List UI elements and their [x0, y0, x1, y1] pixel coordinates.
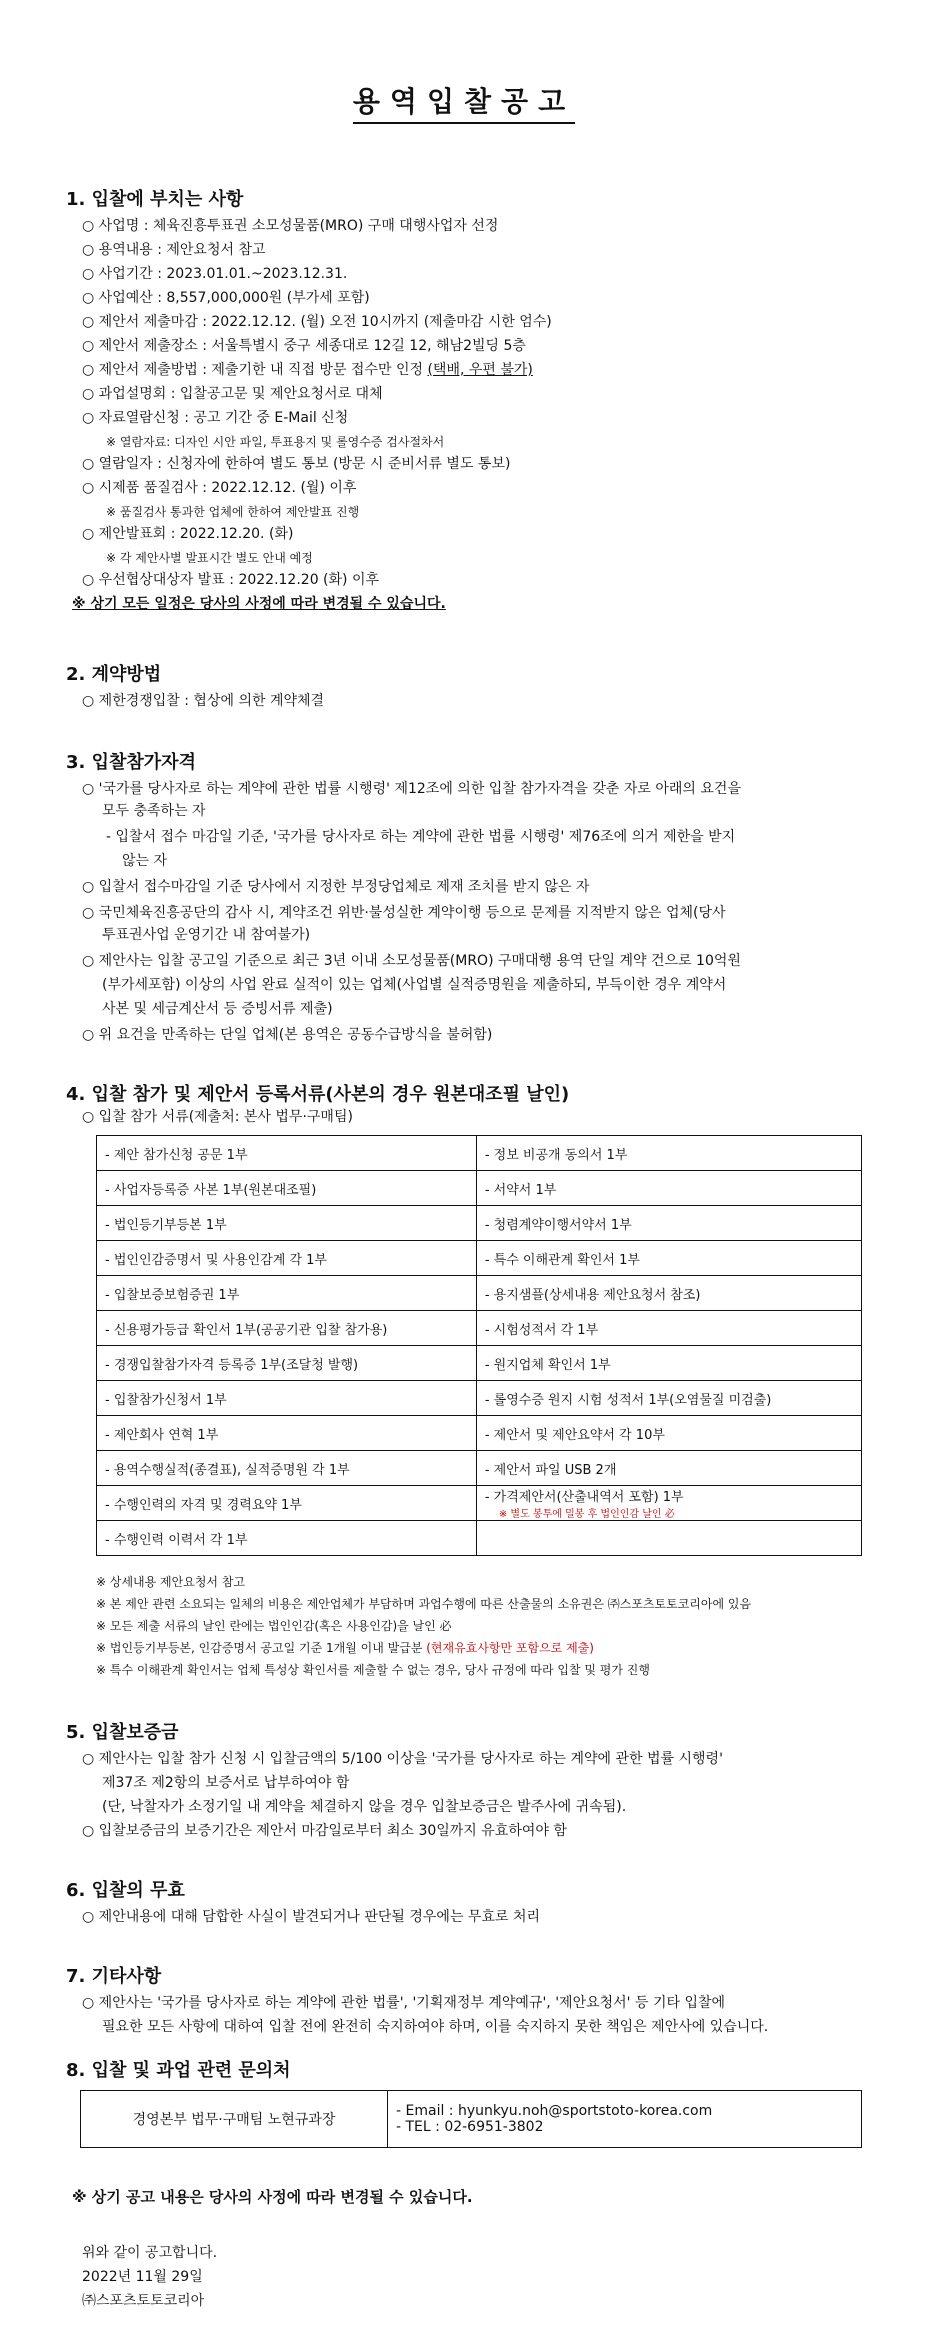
doc-cell: - 서약서 1부 [476, 1171, 861, 1206]
s3-line: 투표권사업 운영기간 내 참여불가) [102, 927, 311, 943]
s3-line: 않는 자 [122, 853, 168, 869]
table-row [97, 1381, 862, 1416]
doc-cell [476, 1521, 861, 1556]
s1-item: ○ 시제품 품질검사 : 2022.12.12. (월) 이후 [82, 480, 357, 496]
contact-tel: - TEL : 02-6951-3802 [396, 2119, 544, 2135]
doc-cell: - 특수 이해관계 확인서 1부 [476, 1241, 861, 1276]
footer-date: 2022년 11월 29일 [82, 2269, 203, 2285]
footer-line: 위와 같이 공고합니다. [82, 2245, 218, 2261]
s3-line: ○ 위 요건을 만족하는 단일 업체(본 용역은 공동수급방식을 불허함) [82, 1027, 493, 1043]
s1-note: ※ 품질검사 통과한 업체에 한하여 제안발표 진행 [106, 505, 360, 519]
s1-item: ○ 사업명 : 체육진흥투표권 소모성물품(MRO) 구매 대행사업자 선정 [82, 218, 499, 234]
doc-cell: - 입찰보증보험증권 1부 [97, 1276, 477, 1311]
s4-note: ※ 모든 제출 서류의 날인 란에는 법인인감(혹은 사용인감)을 날인 必 [96, 1619, 452, 1633]
doc-cell: - 사업자등록증 사본 1부(원본대조필) [97, 1171, 477, 1206]
s3-line: (부가세포함) 이상의 사업 완료 실적이 있는 업체(사업별 실적증명원을 제출하되, 부득이한 경우 계약서 [102, 977, 727, 993]
section-5-heading: 5. 입찰보증금 [66, 1722, 179, 1743]
doc-cell: - 경쟁입찰참가자격 등록증 1부(조달청 발행) [97, 1346, 477, 1381]
table-row [97, 1311, 862, 1346]
doc-cell: - 가격제안서(산출내역서 포함) 1부 ※ 별도 봉투에 밀봉 후 법인인감 날인 必 [476, 1486, 861, 1521]
s1-item: ○ 자료열람신청 : 공고 기간 중 E-Mail 신청 [82, 410, 349, 426]
page-title: 용역입찰공고 [0, 80, 928, 120]
s4-note: ※ 법인등기부등본, 인감증명서 공고일 기준 1개월 이내 발급분 (현재유효사항만 포함으로 제출) [96, 1641, 594, 1655]
table-row [97, 1416, 862, 1451]
doc-cell: - 제안 참가신청 공문 1부 [97, 1136, 477, 1171]
s3-line: - 입찰서 접수 마감일 기준, '국가를 당사자로 하는 계약에 관한 법률 시행령' 제76조에 의거 제한을 받지 [106, 829, 736, 845]
s5-line: ○ 제안사는 입찰 참가 신청 시 입찰금액의 5/100 이상을 '국가를 당사자로 하는 계약에 관한 법률 시행령' [82, 1751, 723, 1767]
s3-line: 사본 및 세금계산서 등 증빙서류 제출) [102, 1001, 333, 1017]
s1-item: ○ 사업기간 : 2023.01.01.~2023.12.31. [82, 266, 348, 282]
table-row [97, 1346, 862, 1381]
s4-intro: ○ 입찰 참가 서류(제출처: 본사 법무·구매팀) [82, 1109, 353, 1125]
s5-line: (단, 낙찰자가 소정기일 내 계약을 체결하지 않을 경우 입찰보증금은 발주사에 귀속됨). [102, 1799, 627, 1815]
doc-cell: - 제안서 및 제안요약서 각 10부 [476, 1416, 861, 1451]
s3-line: ○ 입찰서 접수마감일 기준 당사에서 지정한 부정당업체로 제재 조치를 받지 않은 자 [82, 879, 590, 895]
doc-cell: - 시험성적서 각 1부 [476, 1311, 861, 1346]
section-7-heading: 7. 기타사항 [66, 1966, 162, 1987]
s7-line: ○ 제안사는 '국가를 당사자로 하는 계약에 관한 법률', '기획재정부 계약예규', '제안요청서' 등 기타 입찰에 [82, 1995, 726, 2011]
table-row [81, 2091, 862, 2148]
doc-cell: - 용역수행실적(종결표), 실적증명원 각 1부 [97, 1451, 477, 1486]
doc-cell: - 청렴계약이행서약서 1부 [476, 1206, 861, 1241]
doc-cell: - 법인인감증명서 및 사용인감계 각 1부 [97, 1241, 477, 1276]
doc-cell: - 제안서 파일 USB 2개 [476, 1451, 861, 1486]
s3-line: 모두 충족하는 자 [102, 803, 206, 819]
table-row [97, 1276, 862, 1311]
closing-note: ※ 상기 공고 내용은 당사의 사정에 따라 변경될 수 있습니다. [72, 2188, 473, 2206]
documents-table [96, 1135, 862, 1556]
s1-item: ○ 과업설명회 : 입찰공고문 및 제안요청서로 대체 [82, 386, 383, 402]
doc-cell: - 입찰참가신청서 1부 [97, 1381, 477, 1416]
s1-note: ※ 각 제안사별 발표시간 별도 안내 예정 [106, 551, 313, 565]
price-envelope-note: ※ 별도 봉투에 밀봉 후 법인인감 날인 必 [498, 1509, 675, 1520]
s1-final-note: ※ 상기 모든 일정은 당사의 사정에 따라 변경될 수 있습니다. [72, 596, 446, 612]
doc-cell: - 용지샘플(상세내용 제안요청서 참조) [476, 1276, 861, 1311]
table-row [97, 1136, 862, 1171]
s1-item: ○ 열람일자 : 신청자에 한하여 별도 통보 (방문 시 준비서류 별도 통보) [82, 456, 511, 472]
s1-item: ○ 용역내용 : 제안요청서 참고 [82, 242, 266, 258]
s5-line: 제37조 제2항의 보증서로 납부하여야 함 [102, 1775, 350, 1791]
s4-note: ※ 본 제안 관련 소요되는 일체의 비용은 제안업체가 부담하며 과업수행에 따른 산출물의 소유권은 ㈜스포츠토토코리아에 있음 [96, 1597, 752, 1611]
s3-line: ○ '국가를 당사자로 하는 계약에 관한 법률 시행령' 제12조에 의한 입찰 참가자격을 갖춘 자로 아래의 요건을 [82, 781, 741, 797]
section-1-heading: 1. 입찰에 부치는 사항 [66, 189, 244, 210]
contact-table [80, 2090, 862, 2148]
section-2-heading: 2. 계약방법 [66, 664, 162, 685]
contact-dept: 경영본부 법무·구매팀 노현규과장 [81, 2091, 388, 2148]
s1-item: ○ 제안서 제출마감 : 2022.12.12. (월) 오전 10시까지 (제출마감 시한 엄수) [82, 314, 552, 330]
s3-line: ○ 제안사는 입찰 공고일 기준으로 최근 3년 이내 소모성물품(MRO) 구매대행 용역 단일 계약 건으로 10억원 [82, 953, 741, 969]
contact-email[interactable]: - Email : hyunkyu.noh@sportstoto-korea.com [396, 2103, 713, 2119]
table-row [97, 1521, 862, 1556]
s1-item: ○ 제안발표회 : 2022.12.20. (화) [82, 526, 294, 542]
s7-line: 필요한 모든 사항에 대하여 입찰 전에 완전히 숙지하여야 하며, 이를 숙지하지 못한 책임은 제안사에 있습니다. [102, 2019, 769, 2035]
s1-item: ○ 사업예산 : 8,557,000,000원 (부가세 포함) [82, 290, 370, 306]
s1-method-note: (택배, 우편 불가) [427, 362, 533, 378]
s4-note: ※ 상세내용 제안요청서 참고 [96, 1575, 246, 1589]
s6-item: ○ 제안내용에 대해 담합한 사실이 발견되거나 판단될 경우에는 무효로 처리 [82, 1909, 540, 1925]
s2-item: ○ 제한경쟁입찰 : 협상에 의한 계약체결 [82, 693, 325, 709]
doc-cell: - 법인등기부등본 1부 [97, 1206, 477, 1241]
table-row [97, 1171, 862, 1206]
doc-cell: - 원지업체 확인서 1부 [476, 1346, 861, 1381]
s3-line: ○ 국민체육진흥공단의 감사 시, 계약조건 위반·불성실한 계약이행 등으로 문제를 지적받지 않은 업체(당사 [82, 905, 726, 921]
footer-company: ㈜스포츠토토코리아 [82, 2293, 205, 2309]
doc-cell: - 수행인력 이력서 각 1부 [97, 1521, 477, 1556]
doc-cell: - 수행인력의 자격 및 경력요약 1부 [97, 1486, 477, 1521]
contact-info [388, 2091, 862, 2148]
table-row [97, 1241, 862, 1276]
section-4-heading: 4. 입찰 참가 및 제안서 등록서류(사본의 경우 원본대조필 날인) [66, 1084, 570, 1105]
s1-item: ○ 제안서 제출장소 : 서울특별시 중구 세종대로 12길 12, 해남2빌딩 5층 [82, 338, 526, 354]
section-8-heading: 8. 입찰 및 과업 관련 문의처 [66, 2060, 291, 2081]
s1-item: ○ 제안서 제출방법 : 제출기한 내 직접 방문 접수만 인정 (택배, 우편 불가) [82, 362, 533, 378]
section-3-heading: 3. 입찰참가자격 [66, 752, 196, 773]
table-row [97, 1206, 862, 1241]
s1-note: ※ 열람자료: 디자인 시안 파일, 투표용지 및 롤영수증 검사절차서 [106, 435, 445, 449]
doc-cell: - 롤영수증 원지 시험 성적서 1부(오염물질 미검출) [476, 1381, 861, 1416]
doc-cell: - 제안회사 연혁 1부 [97, 1416, 477, 1451]
doc-cell: - 신용평가등급 확인서 1부(공공기관 입찰 참가용) [97, 1311, 477, 1346]
table-row [97, 1486, 862, 1521]
s4-note: ※ 특수 이해관계 확인서는 업체 특성상 확인서를 제출할 수 없는 경우, 당사 규정에 따라 입찰 및 평가 진행 [96, 1663, 650, 1677]
s1-item: ○ 우선협상대상자 발표 : 2022.12.20 (화) 이후 [82, 572, 380, 588]
section-6-heading: 6. 입찰의 무효 [66, 1880, 185, 1901]
table-row [97, 1451, 862, 1486]
doc-cell: - 정보 비공개 동의서 1부 [476, 1136, 861, 1171]
s5-line: ○ 입찰보증금의 보증기간은 제안서 마감일로부터 최소 30일까지 유효하여야 함 [82, 1823, 567, 1839]
